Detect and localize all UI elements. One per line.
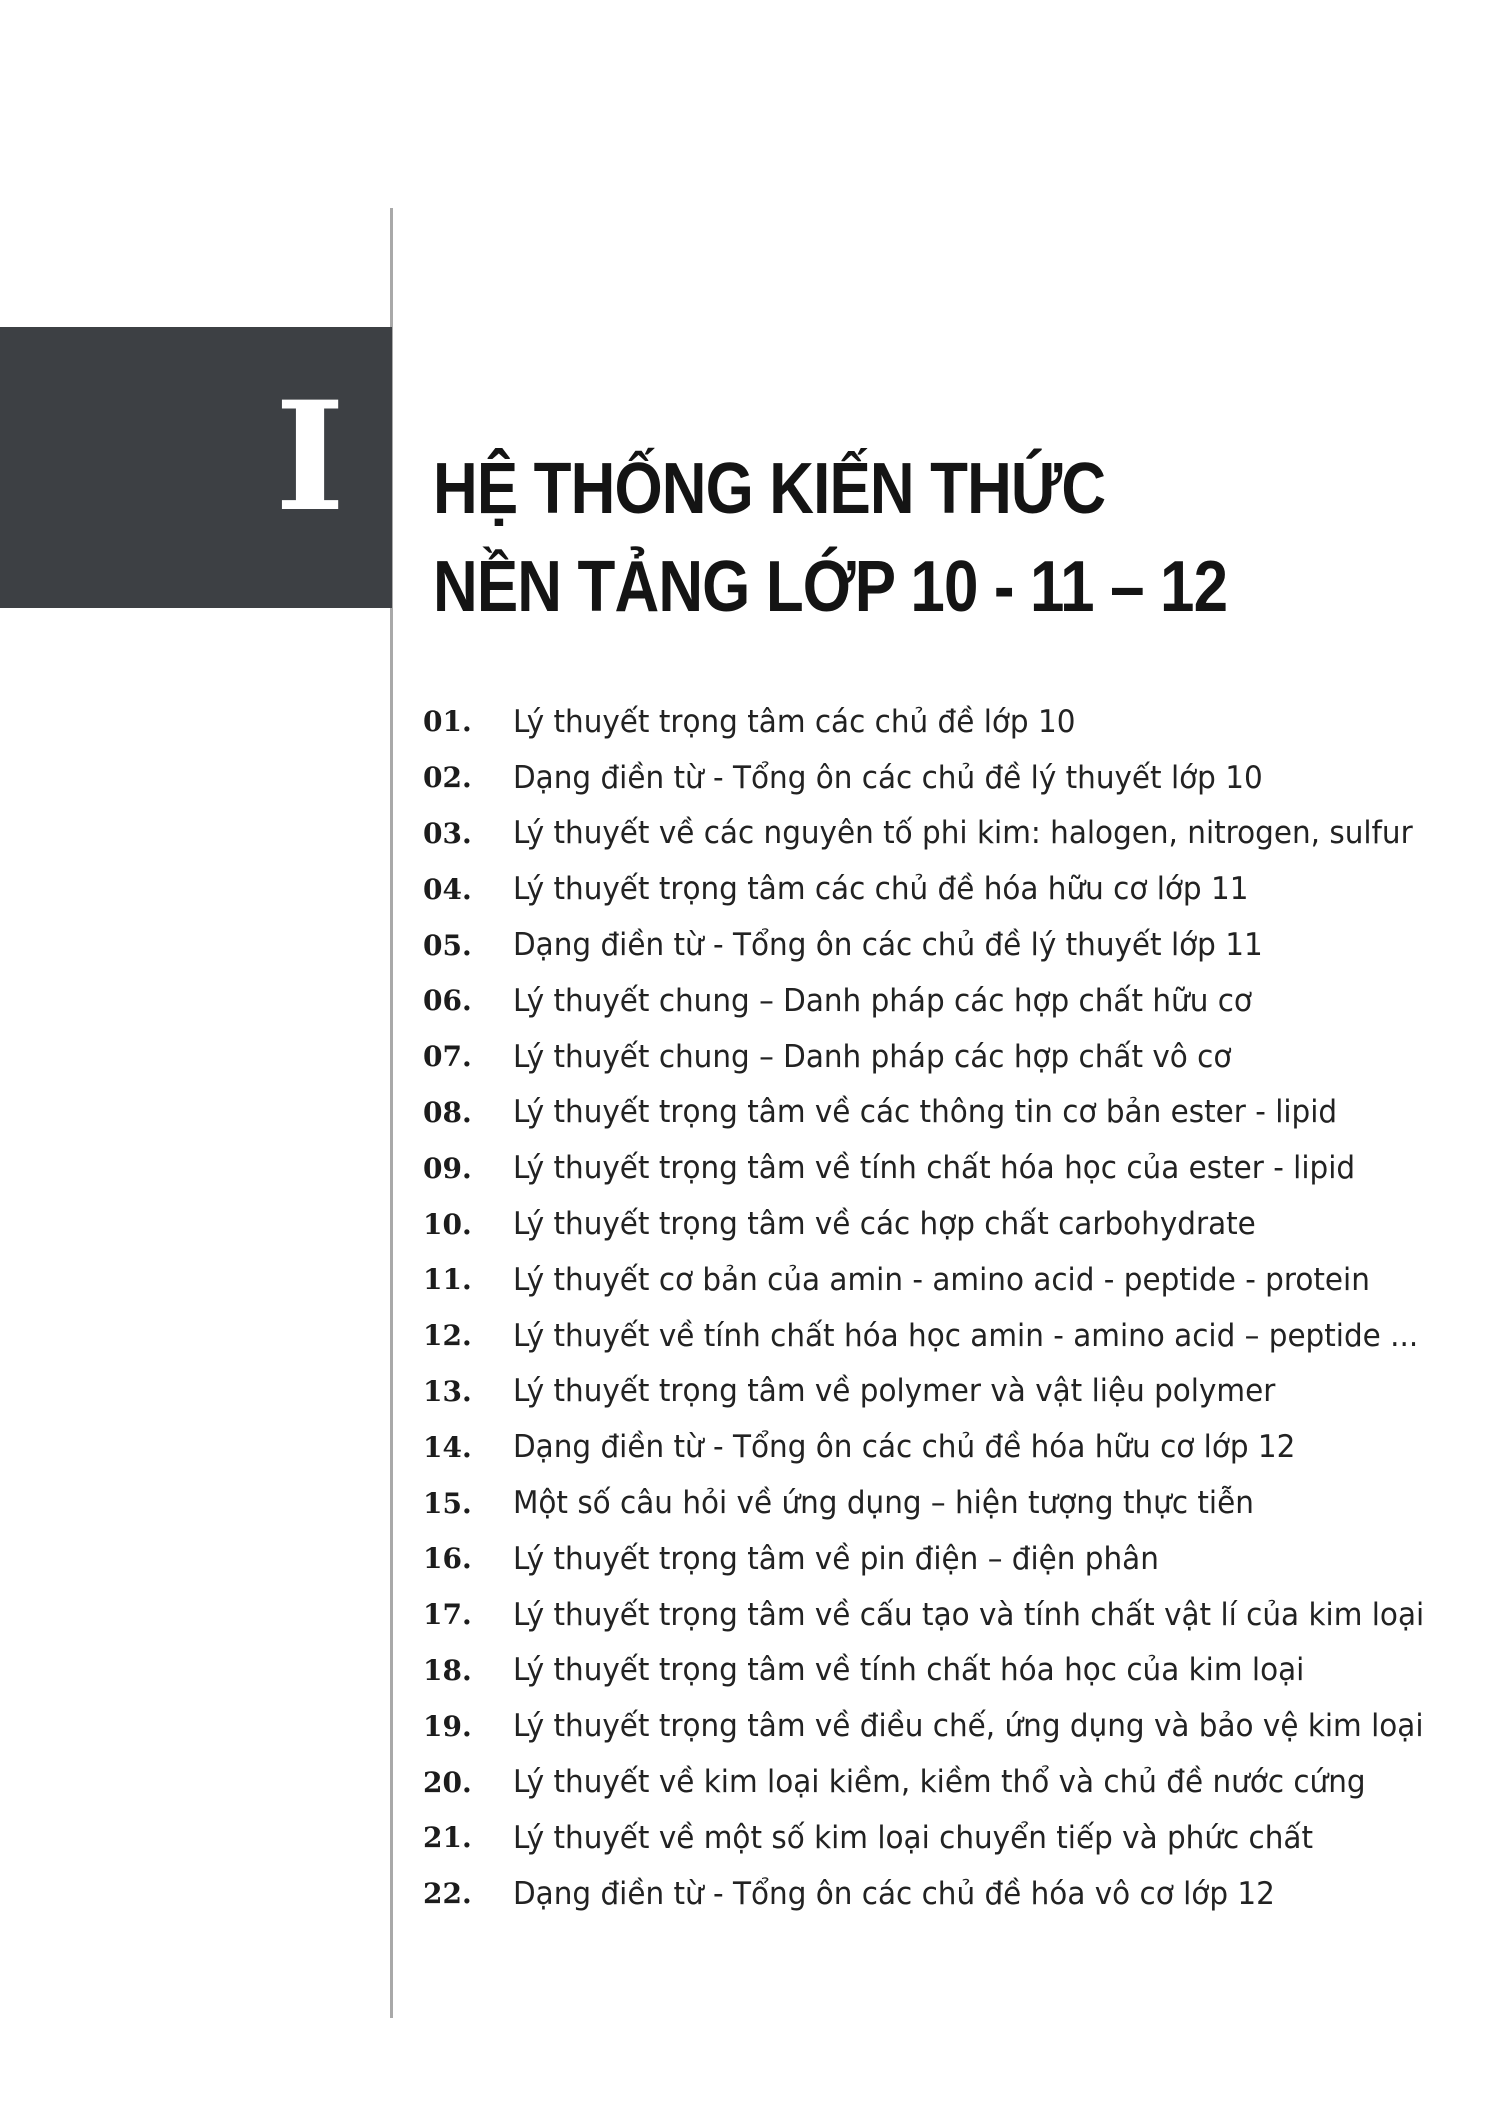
toc-item-title: Lý thuyết về tính chất hóa học amin - amino acid – peptide ... [513,1317,1419,1354]
toc-item [423,1866,1472,1922]
toc-item [423,694,1472,750]
toc-item [423,917,1472,973]
toc-item-title: Lý thuyết về một số kim loại chuyển tiếp và phức chất [513,1819,1314,1856]
toc-item-number: 17. [423,1598,472,1632]
toc-item-number: 04. [423,872,472,906]
toc-item [423,861,1472,917]
toc-item-number: 14. [423,1430,472,1464]
toc-item [423,1810,1472,1866]
toc-item [423,1196,1472,1252]
toc-item-number: 22. [423,1877,472,1911]
toc-item-number: 01. [423,705,472,739]
toc-item-title: Lý thuyết trọng tâm về điều chế, ứng dụng và bảo vệ kim loại [513,1708,1424,1745]
toc-item-number: 02. [423,761,472,795]
toc-item-title: Một số câu hỏi về ứng dụng – hiện tượng thực tiễn [513,1485,1254,1522]
toc-item-title: Lý thuyết trọng tâm về polymer và vật liệu polymer [513,1373,1276,1410]
toc-item-title: Lý thuyết chung – Danh pháp các hợp chất vô cơ [513,1038,1232,1075]
chapter-title [433,440,1227,636]
toc-item-title: Dạng điền từ - Tổng ôn các chủ đề lý thuyết lớp 11 [513,927,1263,964]
toc-item [423,1643,1472,1699]
toc-item-title: Dạng điền từ - Tổng ôn các chủ đề lý thuyết lớp 10 [513,759,1263,796]
toc-item [423,1308,1472,1364]
toc-item-title: Lý thuyết trọng tâm về pin điện – điện phân [513,1540,1159,1577]
toc-item-title: Lý thuyết về các nguyên tố phi kim: halogen, nitrogen, sulfur [513,815,1413,852]
toc-item-number: 15. [423,1486,472,1520]
toc-item [423,1364,1472,1420]
toc-item [423,1252,1472,1308]
toc-item-number: 13. [423,1374,472,1408]
toc-item-title: Lý thuyết về kim loại kiềm, kiềm thổ và chủ đề nước cứng [513,1764,1366,1801]
toc-item [423,1475,1472,1531]
toc-item-number: 05. [423,928,472,962]
toc-item-title: Dạng điền từ - Tổng ôn các chủ đề hóa vô cơ lớp 12 [513,1875,1275,1912]
toc-item-title: Lý thuyết chung – Danh pháp các hợp chất hữu cơ [513,982,1252,1019]
toc-item-number: 07. [423,1040,472,1074]
toc-item-number: 18. [423,1653,472,1687]
toc-item-number: 11. [423,1263,472,1297]
toc-item [423,1419,1472,1475]
toc-item-number: 19. [423,1709,472,1743]
toc-item [423,1140,1472,1196]
chapter-title-line2: NỀN TẢNG LỚP 10 - 11 – 12 [433,547,1228,627]
toc-item-number: 08. [423,1095,472,1129]
toc-item-number: 06. [423,984,472,1018]
toc-item [423,1029,1472,1085]
toc-item-number: 10. [423,1207,472,1241]
toc-item-number: 16. [423,1542,472,1576]
table-of-contents [423,694,1472,1922]
chapter-title-line1: HỆ THỐNG KIẾN THỨC [433,449,1106,529]
toc-item-number: 21. [423,1821,472,1855]
toc-item-title: Lý thuyết trọng tâm về tính chất hóa học của kim loại [513,1652,1305,1689]
toc-item-title: Lý thuyết cơ bản của amin - amino acid - peptide - protein [513,1261,1370,1298]
toc-item-number: 20. [423,1765,472,1799]
toc-item-title: Lý thuyết trọng tâm về cấu tạo và tính chất vật lí của kim loại [513,1596,1425,1633]
toc-item-number: 09. [423,1151,472,1185]
toc-item [423,750,1472,806]
toc-item-title: Lý thuyết trọng tâm về tính chất hóa học của ester - lipid [513,1150,1356,1187]
toc-item [423,1754,1472,1810]
toc-item [423,973,1472,1029]
toc-item-number: 03. [423,816,472,850]
toc-item [423,1587,1472,1643]
toc-item-title: Lý thuyết trọng tâm các chủ đề hóa hữu cơ lớp 11 [513,871,1249,908]
toc-item-title: Lý thuyết trọng tâm về các hợp chất carbohydrate [513,1206,1256,1243]
toc-item [423,806,1472,862]
chapter-numeral: I [274,369,346,545]
toc-item-number: 12. [423,1319,472,1353]
toc-item-title: Lý thuyết trọng tâm các chủ đề lớp 10 [513,703,1076,740]
toc-item-title: Dạng điền từ - Tổng ôn các chủ đề hóa hữu cơ lớp 12 [513,1429,1296,1466]
toc-item [423,1085,1472,1141]
toc-item-title: Lý thuyết trọng tâm về các thông tin cơ bản ester - lipid [513,1094,1338,1131]
toc-item [423,1698,1472,1754]
toc-item [423,1531,1472,1587]
